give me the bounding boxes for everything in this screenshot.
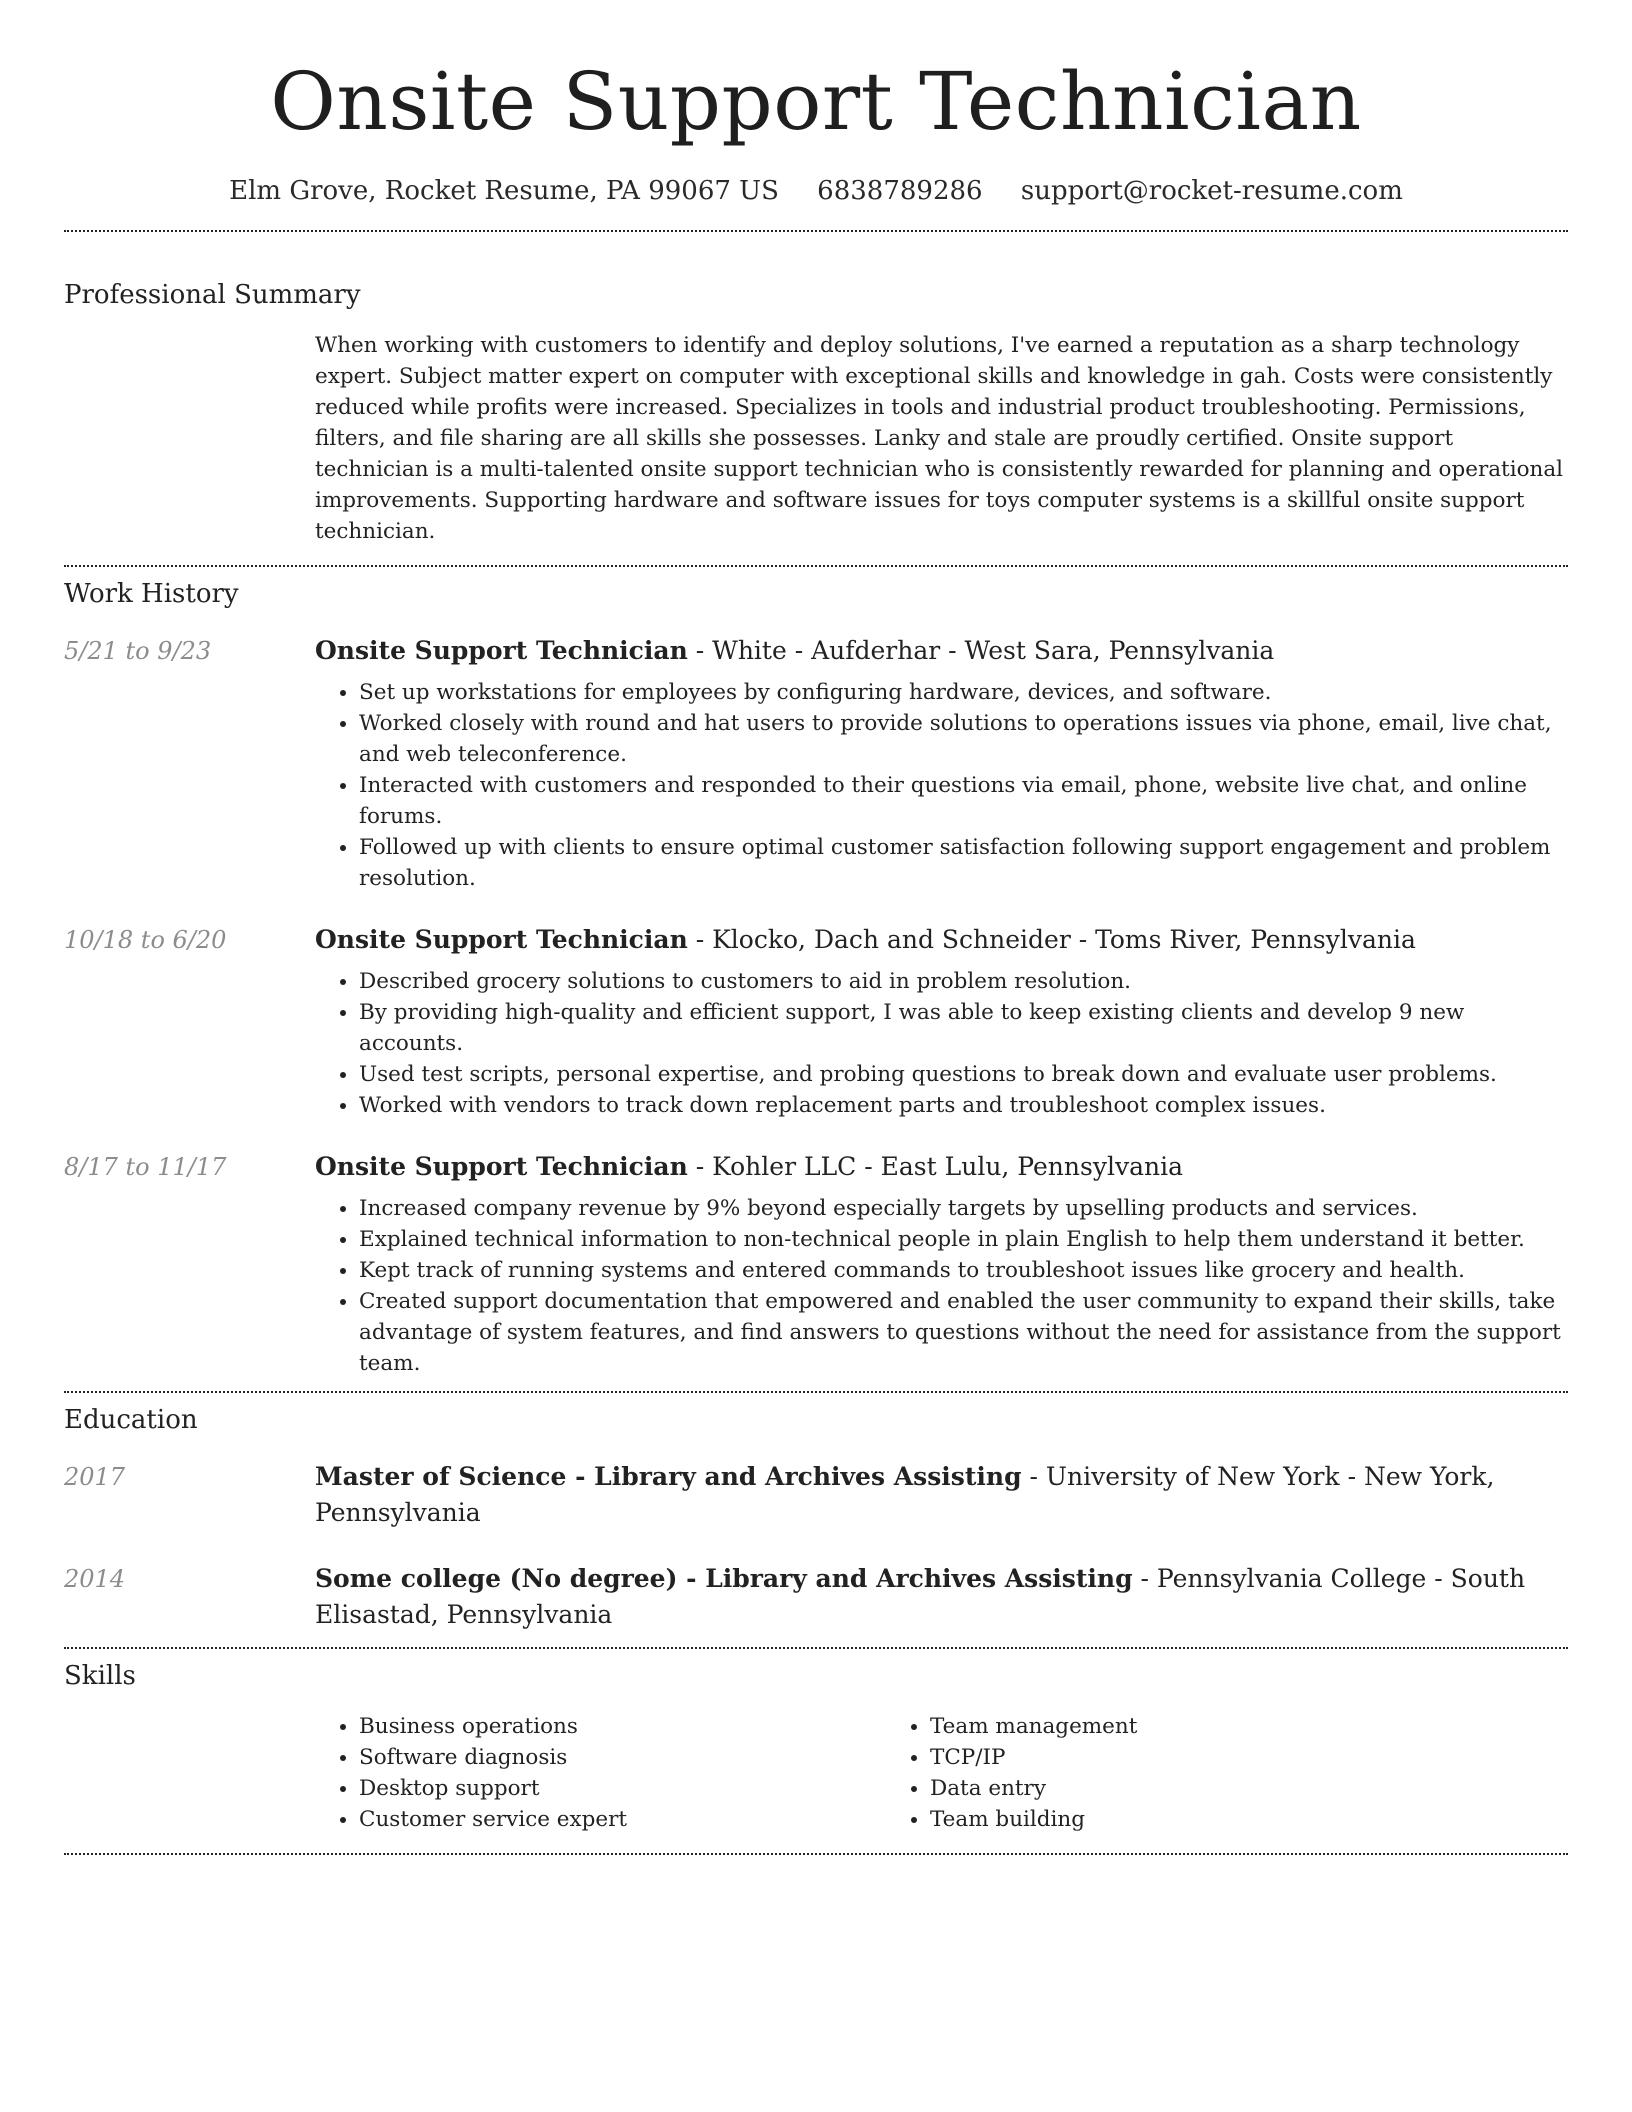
skill-item: • Software diagnosis: [359, 1742, 886, 1773]
education-title: Education: [64, 1405, 198, 1435]
skills-list: [315, 1711, 1568, 1835]
job-content: [315, 633, 1568, 894]
job-bullet: • Interacted with customers and responded to their questions via email, phone, website live chat, and online forums.: [359, 770, 1568, 832]
header-divider: [64, 230, 1568, 232]
contact-email: support@rocket-resume.com: [1020, 176, 1403, 206]
skills-section: [64, 1659, 1568, 1835]
education-divider: [64, 1647, 1568, 1649]
job-bullet: • Set up workstations for employees by configuring hardware, devices, and software.: [359, 677, 1568, 708]
job-bullet: • Explained technical information to non-technical people in plain English to help them understand it better.: [359, 1224, 1568, 1255]
job-entry: [64, 633, 1568, 894]
job-bullets: [315, 1193, 1568, 1379]
job-details: - Klocko, Dach and Schneider - Toms River, Pennsylvania: [687, 925, 1416, 954]
job-bullet: • Worked with vendors to track down replacement parts and troubleshoot complex issues.: [359, 1090, 1568, 1121]
summary-title: Professional Summary: [64, 280, 361, 310]
education-entry: [64, 1459, 1568, 1531]
work-history-section: [64, 577, 1568, 1379]
contact-address: Elm Grove, Rocket Resume, PA 99067 US: [229, 176, 779, 206]
job-entry: [64, 922, 1568, 1121]
job-bullet: • Increased company revenue by 9% beyond especially targets by upselling products and services.: [359, 1193, 1568, 1224]
job-heading: [315, 1149, 1568, 1185]
work-history-title: Work History: [64, 579, 239, 609]
job-bullet: • Worked closely with round and hat users to provide solutions to operations issues via phone, email, live chat, and web teleconference.: [359, 708, 1568, 770]
job-bullet: • Kept track of running systems and entered commands to troubleshoot issues like grocery and health.: [359, 1255, 1568, 1286]
skills-divider: [64, 1853, 1568, 1855]
skill-item: • TCP/IP: [930, 1742, 1457, 1773]
summary-section: [64, 278, 1568, 547]
education-section: [64, 1403, 1568, 1633]
job-entry: [64, 1149, 1568, 1379]
skills-title: Skills: [64, 1661, 136, 1691]
education-entry: [64, 1561, 1568, 1633]
job-dates: 8/17 to 11/17: [64, 1153, 227, 1181]
job-bullet: • By providing high-quality and efficient support, I was able to keep existing clients and develop 9 new accounts.: [359, 997, 1568, 1059]
skill-item: • Data entry: [930, 1773, 1457, 1804]
skills-column-left: [315, 1711, 886, 1835]
candidate-name: Onsite Support Technician: [270, 55, 1362, 148]
job-bullets: [315, 677, 1568, 894]
job-details: - White - Aufderhar - West Sara, Pennsylvania: [687, 636, 1275, 665]
skills-column-right: [886, 1711, 1457, 1835]
skill-item: • Customer service expert: [359, 1804, 886, 1835]
education-heading: [315, 1459, 1568, 1531]
job-dates: 5/21 to 9/23: [64, 637, 212, 665]
job-content: [315, 1149, 1568, 1379]
skill-item: • Business operations: [359, 1711, 886, 1742]
education-year: 2014: [64, 1565, 126, 1593]
education-degree: Master of Science - Library and Archives Assisting: [315, 1462, 1022, 1491]
job-bullet: • Created support documentation that empowered and enabled the user community to expand their skills, take advantage of system features, and find answers to questions without the need for assistance from the support team.: [359, 1286, 1568, 1379]
education-year: 2017: [64, 1463, 126, 1491]
skill-item: • Desktop support: [359, 1773, 886, 1804]
job-title: Onsite Support Technician: [315, 925, 688, 954]
job-content: [315, 922, 1568, 1121]
education-details: - University of New York - New York, Pennsylvania: [315, 1462, 1495, 1527]
job-details: - Kohler LLC - East Lulu, Pennsylvania: [687, 1152, 1183, 1181]
job-bullets: [315, 966, 1568, 1121]
education-heading: [315, 1561, 1568, 1633]
job-bullet: • Described grocery solutions to customers to aid in problem resolution.: [359, 966, 1568, 997]
job-bullet: • Used test scripts, personal expertise, and probing questions to break down and evaluate user problems.: [359, 1059, 1568, 1090]
contact-line: [64, 174, 1568, 208]
job-title: Onsite Support Technician: [315, 1152, 688, 1181]
job-heading: [315, 922, 1568, 958]
summary-divider: [64, 565, 1568, 567]
job-title: Onsite Support Technician: [315, 636, 688, 665]
education-degree: Some college (No degree) - Library and Archives Assisting: [315, 1564, 1133, 1593]
job-heading: [315, 633, 1568, 669]
job-bullet: • Followed up with clients to ensure optimal customer satisfaction following support engagement and problem resolution.: [359, 832, 1568, 894]
skill-item: • Team building: [930, 1804, 1457, 1835]
education-details: - Pennsylvania College - South Elisastad, Pennsylvania: [315, 1564, 1526, 1629]
job-dates: 10/18 to 6/20: [64, 926, 227, 954]
summary-text: When working with customers to identify and deploy solutions, I've earned a reputation as a sharp technology expert. Subject matter expert on computer with exceptional skills and knowledge in gah. Costs were consistently reduced while profits were increased. Specializes in tools and industrial product troubleshooting. Permissions, filters, and file sharing are all skills she possesses. Lanky and stale are proudly certified. Onsite support technician is a multi-talented onsite support technician who is consistently rewarded for planning and operational improvements. Supporting hardware and software issues for toys computer systems is a skillful onsite support technician.: [315, 333, 1564, 544]
skill-item: • Team management: [930, 1711, 1457, 1742]
work-divider: [64, 1391, 1568, 1393]
contact-phone: 6838789286: [817, 176, 983, 206]
